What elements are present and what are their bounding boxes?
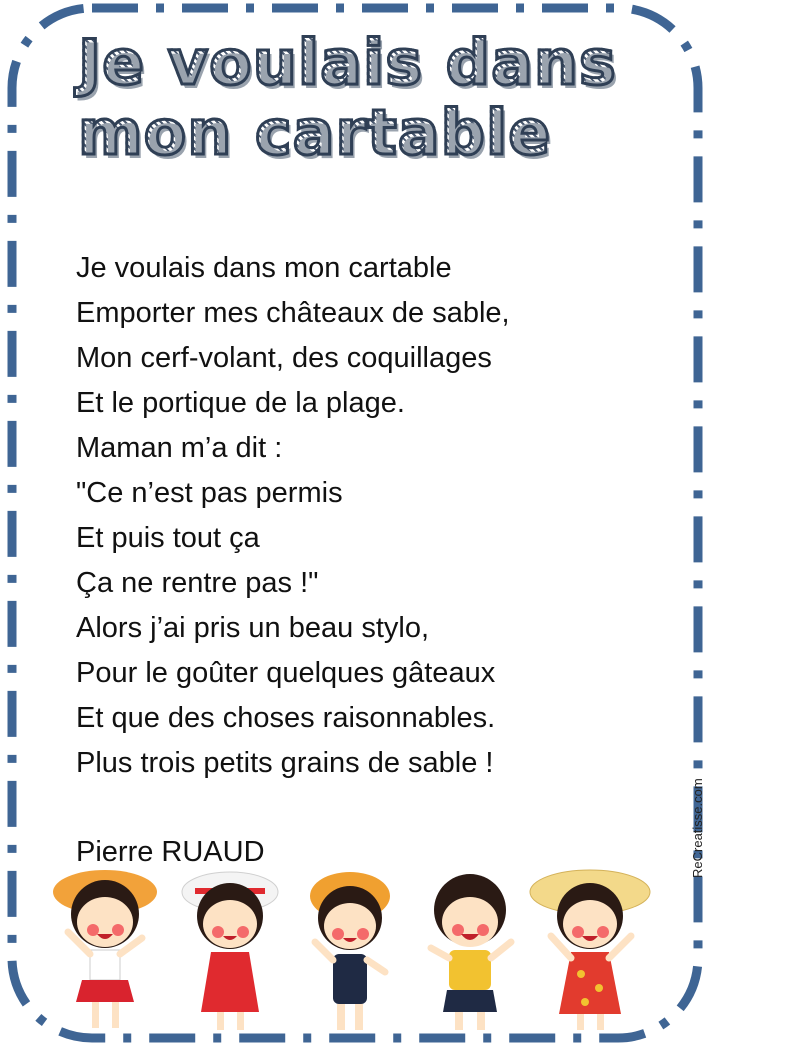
- child-straw-hat: [530, 870, 650, 1030]
- children-illustration-icon: [40, 862, 680, 1042]
- poem-title-line-2: mon cartable: [78, 96, 552, 169]
- poem-line: Mon cerf-volant, des coquillages: [76, 342, 492, 374]
- poem-line: Pour le goûter quelques gâteaux: [76, 657, 496, 689]
- poem-title: [78, 28, 638, 168]
- poem-line: "Ce n’est pas permis: [76, 477, 343, 509]
- child-orange-cap: [310, 872, 390, 1030]
- poem-line: Et puis tout ça: [76, 522, 260, 554]
- site-credit: ReCreatisse.com: [690, 778, 705, 878]
- child-orange-hat: [53, 870, 157, 1028]
- poem-body: [76, 246, 656, 786]
- poem-line: Maman m’a dit :: [76, 432, 283, 464]
- child-white-hat: [182, 872, 278, 1030]
- poem-line: Emporter mes châteaux de sable,: [76, 297, 510, 329]
- poem-author: Pierre RUAUD: [76, 836, 265, 868]
- poem-line: Ça ne rentre pas !": [76, 567, 319, 599]
- poem-line: Et le portique de la plage.: [76, 387, 405, 419]
- poem-line: Alors j’ai pris un beau stylo,: [76, 612, 429, 644]
- child-no-hat: [431, 874, 511, 1030]
- poem-line: Et que des choses raisonnables.: [76, 702, 496, 734]
- poem-title-line-1: Je voulais dans: [78, 26, 617, 99]
- poem-line: Je voulais dans mon cartable: [76, 252, 452, 284]
- poem-line: Plus trois petits grains de sable !: [76, 747, 494, 779]
